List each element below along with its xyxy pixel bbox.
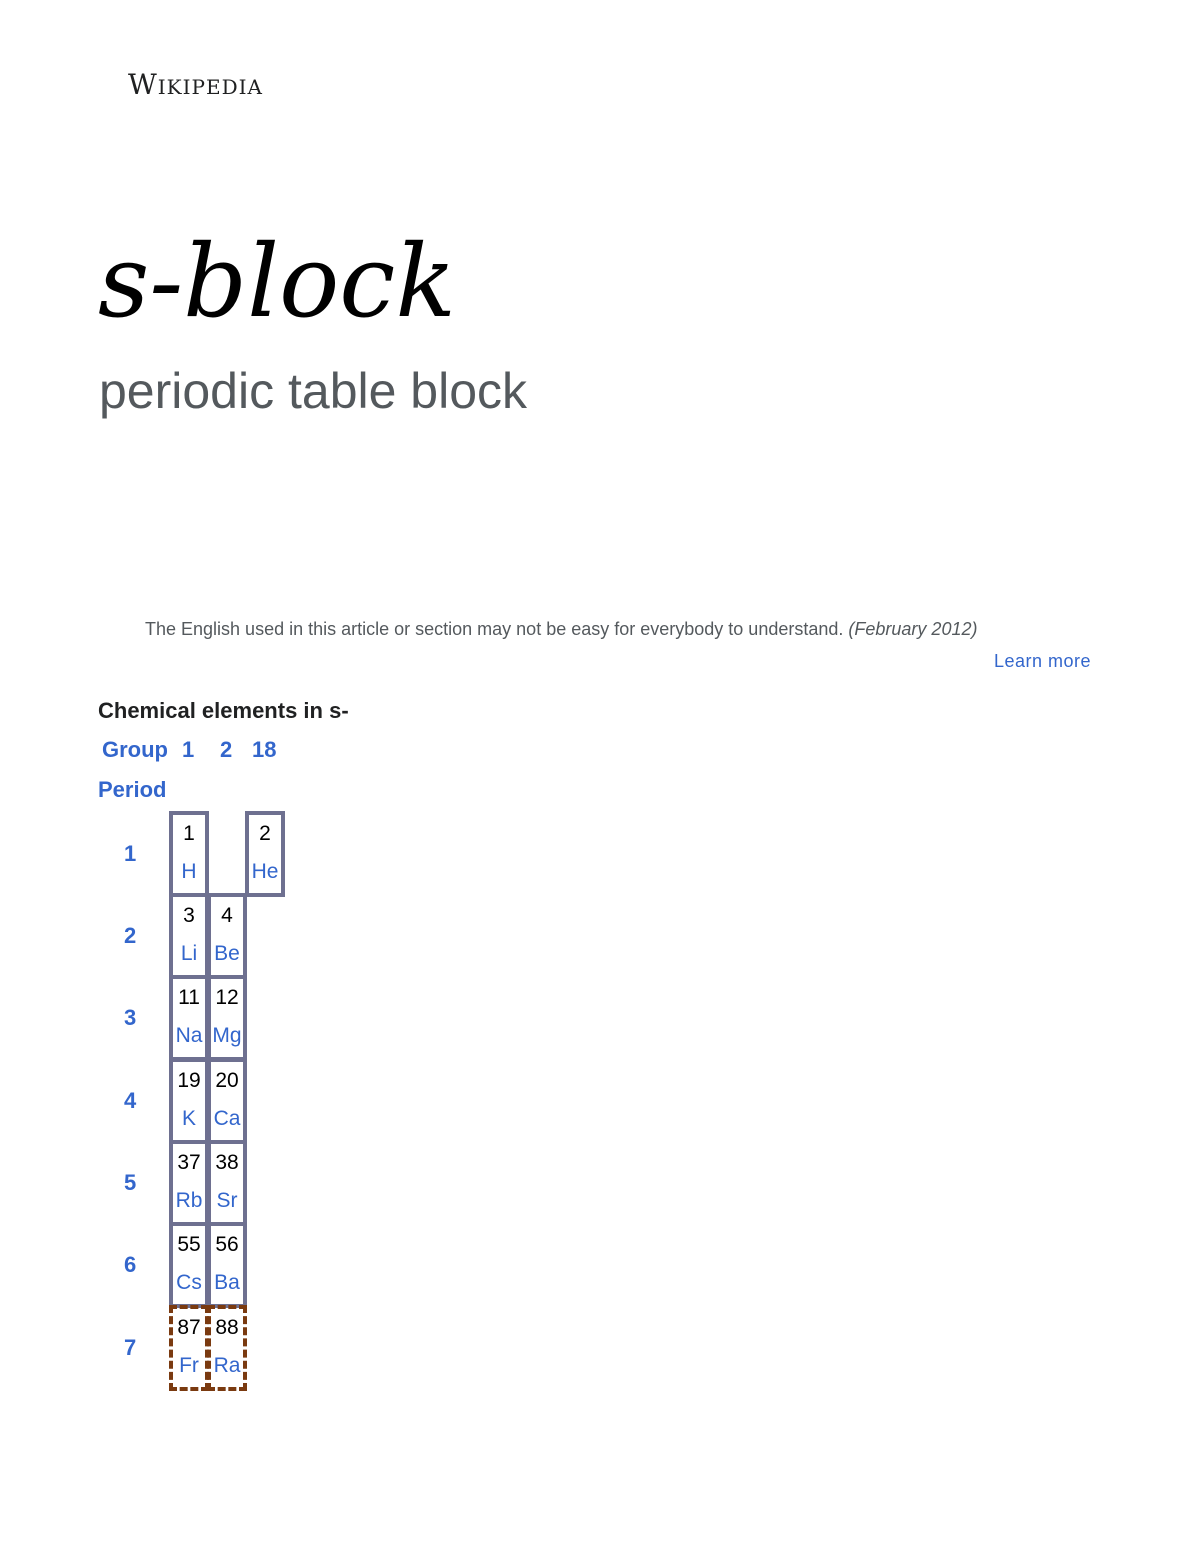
element-cell-sodium[interactable]: [169, 975, 209, 1061]
element-cell-calcium[interactable]: [207, 1058, 247, 1144]
atomic-number: 87: [177, 1316, 201, 1339]
period-header[interactable]: Period: [98, 777, 167, 802]
atomic-number: 37: [177, 1151, 201, 1174]
element-cell-caesium[interactable]: [169, 1222, 209, 1308]
element-cell-potassium[interactable]: [169, 1058, 209, 1144]
group-1-header[interactable]: 1: [182, 737, 195, 762]
notice-text: The English used in this article or section may not be easy for everybody to understand.: [145, 619, 844, 639]
atomic-number: 19: [177, 1069, 201, 1092]
period-7-label[interactable]: 7: [124, 1335, 137, 1360]
element-symbol[interactable]: Na: [175, 1024, 203, 1047]
atomic-number: 2: [259, 822, 271, 845]
atomic-number: 56: [215, 1233, 239, 1256]
element-symbol[interactable]: Fr: [179, 1354, 199, 1377]
atomic-number: 88: [215, 1316, 239, 1339]
atomic-number: 3: [183, 904, 195, 927]
notice-date: (February 2012): [848, 619, 978, 639]
element-cell-magnesium[interactable]: [207, 975, 247, 1061]
period-3-label[interactable]: 3: [124, 1005, 137, 1030]
page-subtitle: periodic table block: [99, 363, 528, 419]
element-symbol[interactable]: Ca: [213, 1107, 241, 1130]
table-caption: Chemical elements in s-: [98, 698, 349, 723]
element-symbol[interactable]: H: [181, 860, 197, 883]
element-cell-radium[interactable]: [207, 1305, 247, 1391]
page-title: s-block: [98, 223, 456, 340]
learn-more-link[interactable]: Learn more: [994, 651, 1092, 671]
element-cell-barium[interactable]: [207, 1222, 247, 1308]
atomic-number: 38: [215, 1151, 239, 1174]
element-cell-hydrogen[interactable]: [169, 811, 209, 897]
element-cell-beryllium[interactable]: [207, 893, 247, 979]
element-symbol[interactable]: Li: [180, 942, 198, 965]
period-5-label[interactable]: 5: [124, 1170, 137, 1195]
element-symbol[interactable]: Cs: [176, 1271, 202, 1294]
element-cell-lithium[interactable]: [169, 893, 209, 979]
element-cell-francium[interactable]: [169, 1305, 209, 1391]
period-6-label[interactable]: 6: [124, 1252, 137, 1277]
element-cell-strontium[interactable]: [207, 1140, 247, 1226]
element-cell-rubidium[interactable]: [169, 1140, 209, 1226]
group-2-header[interactable]: 2: [220, 737, 233, 762]
wikipedia-logo[interactable]: Wikipedia: [128, 68, 263, 101]
element-symbol[interactable]: Ba: [214, 1271, 240, 1294]
atomic-number: 55: [177, 1233, 201, 1256]
group-header[interactable]: Group: [102, 737, 168, 762]
element-cell-helium[interactable]: [245, 811, 285, 897]
atomic-number: 1: [183, 822, 195, 845]
atomic-number: 11: [178, 986, 200, 1009]
simplify-notice: [145, 619, 977, 640]
element-symbol[interactable]: Mg: [212, 1024, 242, 1047]
element-symbol[interactable]: Ra: [213, 1354, 241, 1377]
element-symbol[interactable]: He: [251, 860, 279, 883]
period-4-label[interactable]: 4: [124, 1088, 137, 1113]
element-symbol[interactable]: Sr: [216, 1189, 238, 1212]
element-symbol[interactable]: K: [181, 1107, 196, 1130]
group-18-header[interactable]: 18: [252, 737, 277, 762]
element-symbol[interactable]: Be: [214, 942, 240, 965]
element-symbol[interactable]: Rb: [175, 1189, 203, 1212]
atomic-number: 4: [221, 904, 233, 927]
atomic-number: 20: [215, 1069, 239, 1092]
period-2-label[interactable]: 2: [124, 923, 137, 948]
period-1-label[interactable]: 1: [124, 841, 137, 866]
atomic-number: 12: [215, 986, 239, 1009]
